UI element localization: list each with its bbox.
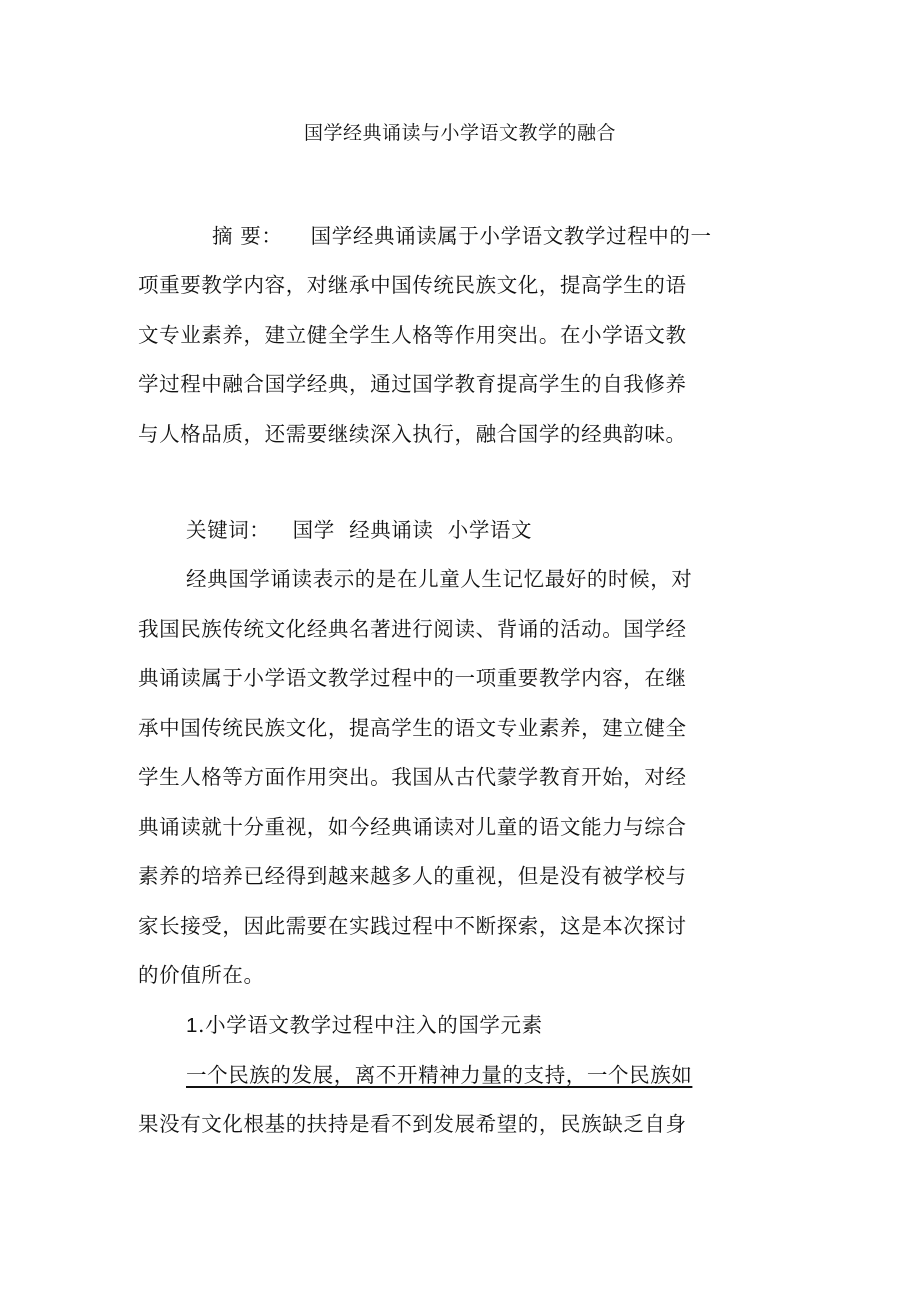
abstract-first-line bbox=[212, 221, 712, 251]
section-1-heading bbox=[186, 1010, 543, 1041]
keywords-line bbox=[186, 515, 532, 545]
abstract-text-line: 学过程中融合国学经典，通过国学教育提高学生的自我修养 bbox=[138, 372, 687, 396]
intro-paragraph-line: 典诵读就十分重视，如今经典诵读对儿童的语文能力与综合 bbox=[138, 815, 687, 839]
intro-paragraph-line: 家长接受，因此需要在实践过程中不断探索，这是本次探讨 bbox=[138, 914, 687, 938]
section-1-line-underlined: 一个民族的发展，离不开精神力量的支持，一个民族如 bbox=[186, 1063, 693, 1087]
abstract-text-line: 国学经典诵读属于小学语文教学过程中的一 bbox=[310, 224, 712, 248]
abstract-label: 摘 要： bbox=[212, 224, 283, 248]
intro-paragraph-line: 典诵读属于小学语文教学过程中的一项重要教学内容，在继 bbox=[138, 666, 687, 690]
section-1-line: 果没有文化根基的扶持是看不到发展希望的，民族缺乏自身 bbox=[138, 1112, 687, 1136]
section-1-heading-text: .小学语文教学过程中注入的国学元素 bbox=[198, 1013, 543, 1037]
abstract-text-line: 文专业素养，建立健全学生人格等作用突出。在小学语文教 bbox=[138, 323, 687, 347]
abstract-text-line: 与人格品质，还需要继续深入执行，融合国学的经典韵味。 bbox=[138, 422, 687, 446]
document-title: 国学经典诵读与小学语文教学的融合 bbox=[303, 122, 616, 144]
intro-paragraph-line: 的价值所在。 bbox=[138, 963, 265, 987]
keywords-items: 国学 经典诵读 小学语文 bbox=[292, 518, 533, 542]
abstract-text-line: 项重要教学内容，对继承中国传统民族文化，提高学生的语 bbox=[138, 273, 687, 297]
intro-paragraph-line: 素养的培养已经得到越来越多人的重视，但是没有被学校与 bbox=[138, 864, 687, 888]
intro-paragraph-line: 学生人格等方面作用突出。我国从古代蒙学教育开始，对经 bbox=[138, 765, 687, 789]
keywords-label: 关键词： bbox=[186, 518, 271, 542]
intro-paragraph-line: 经典国学诵读表示的是在儿童人生记忆最好的时候，对 bbox=[186, 567, 693, 591]
intro-paragraph-line: 承中国传统民族文化，提高学生的语文专业素养，建立健全 bbox=[138, 716, 687, 740]
section-1-number: 1 bbox=[186, 1014, 199, 1037]
intro-paragraph-line: 我国民族传统文化经典名著进行阅读、背诵的活动。国学经 bbox=[138, 617, 687, 641]
